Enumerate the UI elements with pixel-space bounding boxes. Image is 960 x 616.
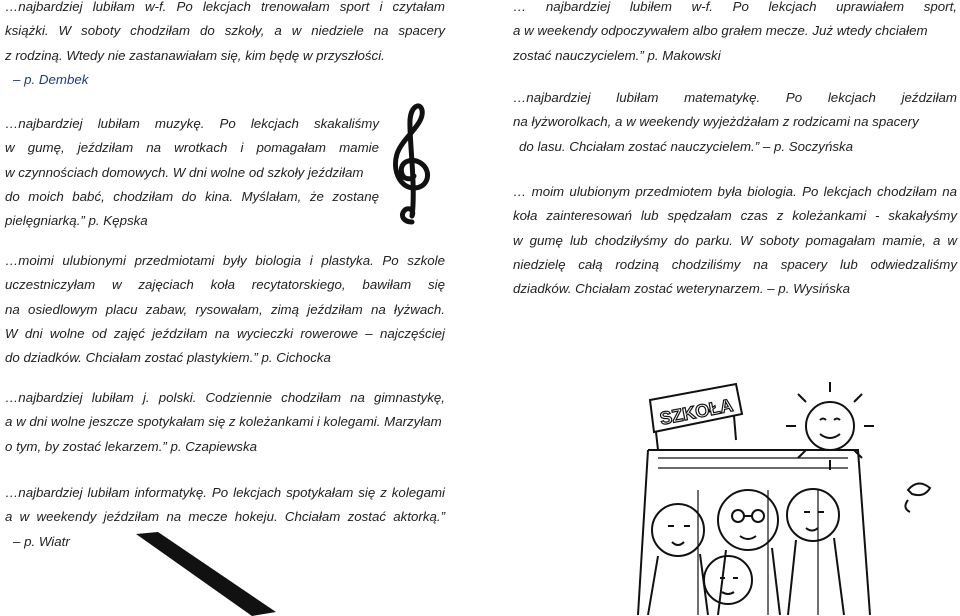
quote-line: a w dni wolne jeszcze spotykałam się z koleżankami i kolegami. Marzyłam [5, 414, 442, 430]
quote-line: …najbardziej lubiłam muzykę. Po lekcjach skakaliśmy [5, 116, 379, 131]
quote-line: niedzielę całą rodziną chodziliśmy na spacery lub odwiedzaliśmy [513, 256, 957, 272]
quote-line: o tym, by zostać lekarzem.” p. Czapiewska [5, 438, 257, 454]
hockey-stick-icon [128, 526, 298, 616]
quote-line: …najbardziej lubiłam j. polski. Codziennie chodziłam na gimnastykę, [5, 390, 445, 405]
quote-line: na osiedlowym placu zabaw, rysowałam, zimą jeździłam na łyżwach. [5, 301, 445, 317]
quote-line: koła zainteresowań lub spędzałam czas z koleżankami - skakałyśmy [513, 208, 957, 224]
quote-line: …moimi ulubionymi przedmiotami były biologia i plastyka. Po szkole [5, 253, 445, 268]
quote-line: w czynnościach domowych. W dni wolne od szkoły jeździłam [5, 164, 364, 180]
quote-soczynska [513, 86, 957, 159]
quote-line: W dni wolne od zajęć jeździłam na wycieczki rowerowe – najczęściej [5, 325, 445, 341]
quote-dembek [5, 0, 445, 92]
quote-czapiewska [5, 386, 445, 459]
quote-line: a w weekendy jeździłam na mecze hokeju. Chciałam zostać aktorką.” [5, 509, 445, 525]
quote-line: …najbardziej lubiłam w-f. Po lekcjach trenowałam sport i czytałam [5, 0, 445, 14]
school-sign-text: SZKOŁA [658, 395, 735, 429]
quote-line: pielęgniarką.” p. Kępska [5, 213, 148, 229]
quote-kepska [5, 112, 379, 233]
quote-line: a w weekendy odpoczywałem albo grałem mecze. Już wtedy chciałem [513, 23, 928, 39]
quote-wysinska [513, 180, 957, 301]
quote-line: do lasu. Chciałam zostać nauczycielem.” – p. Soczyńska [519, 138, 854, 154]
quote-line: … najbardziej lubiłem w-f. Po lekcjach uprawiałem sport, [513, 0, 957, 14]
quote-author: – p. Wiatr [13, 533, 70, 549]
quote-line: … moim ulubionym przedmiotem była biologia. Po lekcjach chodziłam na [513, 184, 957, 199]
quote-line: w gumę lub chodziłyśmy do parku. W soboty pomagałam mamie, a w [513, 232, 957, 248]
school-illustration [608, 340, 956, 615]
quote-line: w gumę, jeździłam na wrotkach i pomagałam mamie [5, 140, 379, 156]
quote-line: książki. W soboty chodziłam do szkoły, a w niedziele na spacery [5, 23, 445, 39]
quote-cichocka [5, 249, 445, 370]
quote-line: uczestniczyłam w zajęciach koła recytatorskiego, bawiłam się [5, 277, 445, 293]
quote-line: …najbardziej lubiłam matematykę. Po lekcjach jeździłam [513, 90, 957, 105]
quote-line: zostać nauczycielem.” p. Makowski [513, 47, 721, 63]
quote-line: do moich babć, chodziłam do kina. Myślałam, że zostanę [5, 188, 379, 204]
quote-line: …najbardziej lubiłam informatykę. Po lekcjach spotykałam się z kolegami [5, 485, 445, 500]
quote-line: z rodziną. Wtedy nie zastanawiałam się, kim będę w przyszłości. [5, 47, 385, 63]
quote-makowski [513, 0, 957, 68]
quote-author: – p. Dembek [13, 71, 89, 87]
quote-line: do dziadków. Chciałam zostać plastykiem.” p. Cichocka [5, 350, 331, 366]
quote-line: na łyżworolkach, a w weekendy wyjeżdżałam z rodzicami na spacery [513, 114, 919, 130]
treble-clef-icon [382, 98, 438, 226]
quote-line: dziadków. Chciałam zostać weterynarzem. – p. Wysińska [513, 281, 850, 297]
